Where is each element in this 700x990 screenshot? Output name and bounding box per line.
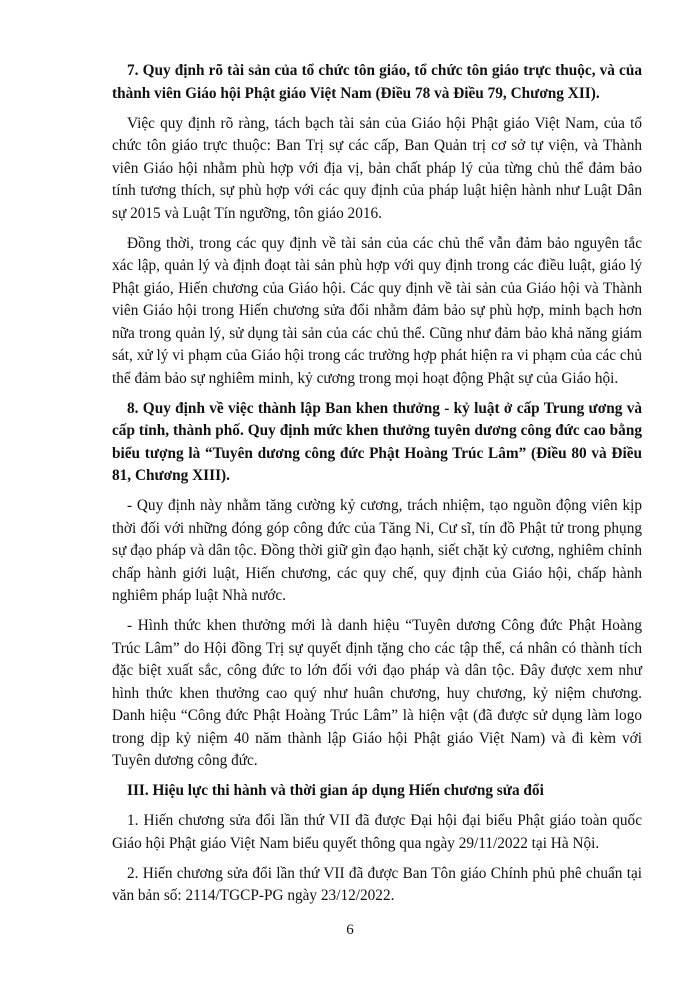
section-7-paragraph-2: Đồng thời, trong các quy định về tài sản của các chủ thể vẫn đảm bảo nguyên tắc xác lập, quản lý và định đoạt tài sản phù hợp với quy định trong các điều luật, giáo lý Phật giáo, Hiến chương của Giáo hội. Các quy định về tài sản của Giáo hội và Thành viên Giáo hội trong Hiến chương sửa đổi nhằm đảm bảo sự phù hợp, minh bạch hơn nữa trong quản lý, sử dụng tài sản của các chủ thể. Cũng như đảm bảo khả năng giám sát, xử lý vi phạm của Giáo hội trong các trường hợp phát hiện ra vi phạm của các chủ thể đảm bảo sự nghiêm minh, kỷ cương trong mọi hoạt động Phật sự của Giáo hội.: [112, 234, 642, 387]
page-number: 6: [346, 922, 354, 938]
section-iii-paragraph-1: 1. Hiến chương sửa đổi lần thứ VII đã được Đại hội đại biểu Phật giáo toàn quốc Giáo hội Phật giáo Việt Nam biểu quyết thông qua ngày 29/11/2022 tại Hà Nội.: [112, 812, 642, 852]
section-7-heading: 7. Quy định rõ tài sản của tổ chức tôn giáo, tổ chức tôn giáo trực thuộc, và của thành viên Giáo hội Phật giáo Việt Nam (Điều 78 và Điều 79, Chương XII).: [112, 62, 642, 102]
section-8-paragraph-2: - Hình thức khen thưởng mới là danh hiệu “Tuyên dương Công đức Phật Hoàng Trúc Lâm” do Hội đồng Trị sự quyết định tặng cho các tập thể, cá nhân có thành tích đặc biệt xuất sắc, công đức to lớn đối với đạo pháp và dân tộc. Đây được xem như hình thức khen thưởng cao quý như huân chương, huy chương, kỷ niệm chương. Danh hiệu “Công đức Phật Hoàng Trúc Lâm” là hiện vật (đã được sử dụng làm logo trong dịp kỷ niệm 40 năm thành lập Giáo hội Phật giáo Việt Nam) và đi kèm với Tuyên dương công đức.: [112, 617, 642, 769]
section-7-paragraph-1: Việc quy định rõ ràng, tách bạch tài sản của Giáo hội Phật giáo Việt Nam, của tổ chức tôn giáo trực thuộc: Ban Trị sự các cấp, Ban Quản trị cơ sở tự viện, và Thành viên Giáo hội nhằm phù hợp với địa vị, bản chất pháp lý của từng chủ thể đảm bảo tính tương thích, sự phù hợp với các quy định của pháp luật hiện hành như Luật Dân sự 2015 và Luật Tín ngưỡng, tôn giáo 2016.: [112, 114, 642, 222]
section-iii-paragraph-2: 2. Hiến chương sửa đổi lần thứ VII đã được Ban Tôn giáo Chính phủ phê chuẩn tại văn bản số: 2114/TGCP-PG ngày 23/12/2022.: [112, 864, 642, 904]
section-8-paragraph-1: - Quy định này nhằm tăng cường kỷ cương, trách nhiệm, tạo nguồn động viên kịp thời đối với những đóng góp công đức của Tăng Ni, Cư sĩ, tín đồ Phật tử trong phụng sự đạo pháp và dân tộc. Đồng thời giữ gìn đạo hạnh, siết chặt kỷ cương, nghiêm chỉnh chấp hành giới luật, Hiến chương, các quy chế, quy định của Giáo hội, chấp hành nghiêm pháp luật Nhà nước.: [112, 497, 642, 604]
section-8-heading: 8. Quy định về việc thành lập Ban khen thưởng - kỷ luật ở cấp Trung ương và cấp tỉnh, thành phố. Quy định mức khen thưởng tuyên dương công đức cao bằng biểu tượng là “Tuyên dương công đức Phật Hoàng Trúc Lâm” (Điều 80 và Điều 81, Chương XIII).: [112, 399, 642, 484]
section-iii-heading: III. Hiệu lực thi hành và thời gian áp dụng Hiến chương sửa đổi: [127, 782, 544, 799]
